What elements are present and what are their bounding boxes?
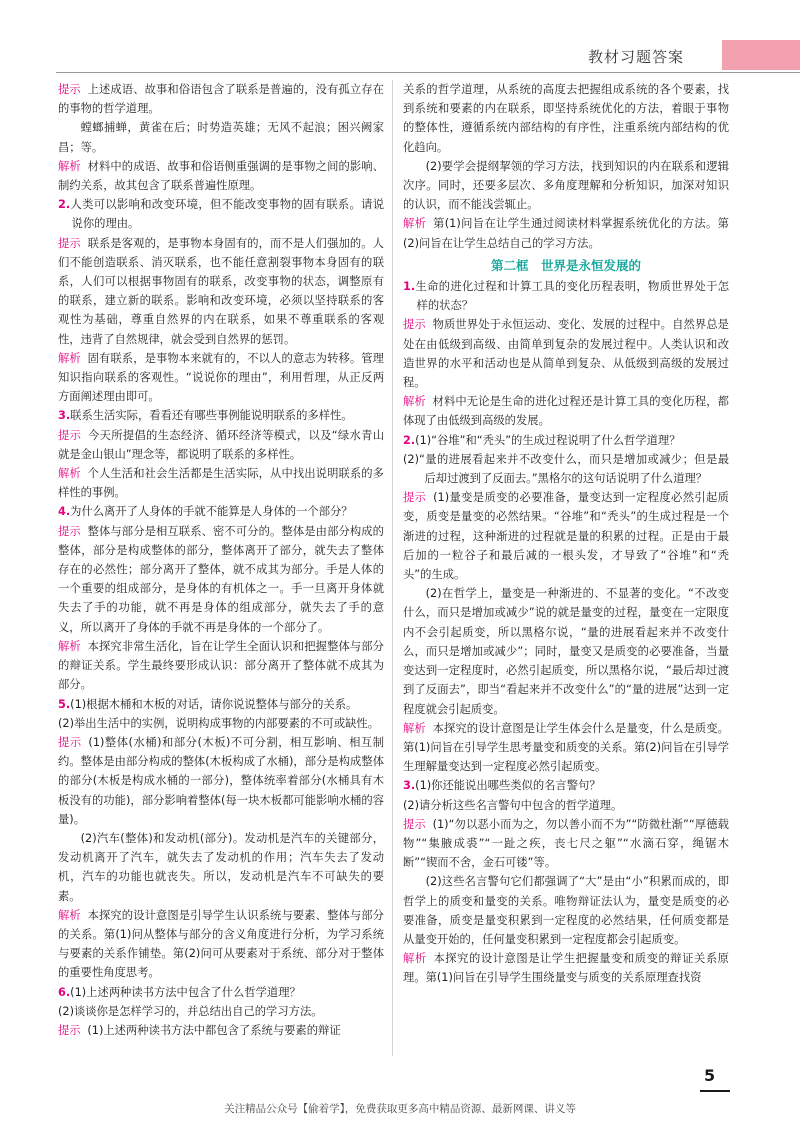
analysis-text: 本探究的设计意图是让学生体会什么是量变，什么是质变。第(1)问旨在引导学生思考量变和质变的关系。第(2)问旨在引导学生理解量变达到一定程度必然引起质变。 — [403, 721, 729, 774]
page-number: 5 — [704, 1066, 716, 1085]
column-divider — [392, 80, 393, 1056]
answer-text: 整体与部分是相互联系、密不可分的。整体是由部分构成的整体，部分是构成整体的部分，整体离开了部分，就失去了整体存在的必然性；部分离开了整体，就不成其为部分。手是人体的一个重要的组成部分，是身体的有机体之一。手一旦离开身体就失去了手的功能，就不再是身体的组成部分，就失去了手的意义，所以离开了身体的手就不再是身体的一个部分了。 — [58, 524, 384, 634]
analysis-label: 解析 — [58, 351, 81, 365]
paragraph — [58, 157, 384, 195]
header-rule — [56, 72, 800, 73]
paragraph — [403, 315, 729, 392]
question-text: 为什么离开了人身体的手就不能算是人身体的一个部分？ — [70, 505, 353, 519]
question-text: 联系生活实际，看看还有哪些事例能说明联系的多样性。 — [70, 409, 353, 423]
paragraph — [58, 234, 384, 349]
analysis-label: 解析 — [58, 639, 81, 653]
paragraph — [58, 522, 384, 637]
question-number: 2. — [58, 198, 71, 212]
answer-text: (1)“勿以恶小而为之，勿以善小而不为”“防微杜渐”“厚德载物”“集腋成裘”“一趾之疾，丧七尺之躯”“水滴石穿，绳锯木断”“锲而不舍，金石可镂”等。 — [403, 817, 729, 870]
paragraph — [403, 815, 729, 873]
header-accent-block — [722, 40, 800, 70]
question-text: (1)上述两种读书方法中包含了什么哲学道理？ — [70, 985, 301, 999]
question-text: (2)请分析这些名言警句中包含的哲学道理。 — [403, 798, 623, 812]
paragraph — [403, 719, 729, 777]
question — [58, 695, 384, 714]
question-number: 5. — [58, 697, 71, 711]
paragraph — [58, 464, 384, 502]
question-number: 3. — [403, 779, 416, 793]
hint-label: 提示 — [58, 236, 81, 250]
question-text: (1)“谷堆”和“秃头”的生成过程说明了什么哲学道理？ — [415, 433, 681, 447]
section-heading — [403, 256, 729, 275]
analysis-label: 解析 — [58, 908, 81, 922]
paragraph — [403, 488, 729, 584]
analysis-text: 材料中的成语、故事和俗语侧重强调的是事物之间的影响、制约关系，故其包含了联系普遍性原理。 — [58, 159, 384, 193]
paragraph — [58, 426, 384, 464]
answer-text: (2)在哲学上，量变是一种渐进的、不显著的变化。“不改变什么，而只是增加或减少”说的就是量变的过程，量变在一定限度内不会引起质变，所以黑格尔说，“量的进展看起来并不改变什么，而只是增加或减少”；同时，量变又是质变的必要准备，当量变达到一定程度时，必然引起质变，所以黑格尔说，“最后却过渡到了反面去”，即当“看起来并不改变什么”的“量的进展”达到一定程度就会引起质变。 — [403, 587, 729, 716]
answer-text: (1)上述两种读书方法中都包含了系统与要素的辩证 — [87, 1023, 341, 1037]
question-text: (2)谈谈你是怎样学习的，并总结出自己的学习方法。 — [58, 1004, 323, 1018]
analysis-text: 本探究非常生活化，旨在让学生全面认识和把握整体与部分的辩证关系。学生最终要形成认识：部分离开了整体就不成其为部分。 — [58, 639, 384, 692]
answer-text: (1)整体(水桶)和部分(木板)不可分割，相互影响、相互制约。整体是由部分构成的整体(木板构成了水桶)，部分是构成整体的部分(木板是构成水桶的一部分)，整体统率着部分(水桶具有木板没有的功能)，部分影响着整体(每一块木板都可能影响水桶的容量)。 — [58, 735, 384, 826]
answer-text: 螳螂捕蝉，黄雀在后；时势造英雄；无风不起浪；困兴阙家昌；等。 — [58, 121, 384, 154]
footer-note: 关注精品公众号【偷着学】，免费获取更多高中精品资源、最新网课、讲义等 — [224, 1103, 576, 1115]
paragraph — [58, 1021, 384, 1040]
question — [403, 776, 729, 795]
hint-label: 提示 — [58, 1023, 81, 1037]
paragraph — [58, 637, 384, 695]
question-text: 人类可以影响和改变环境，但不能改变事物的固有联系。请说说你的理由。 — [70, 198, 384, 231]
question-number: 3. — [58, 409, 71, 423]
question — [403, 431, 729, 450]
hint-label: 提示 — [403, 318, 426, 332]
answer-text: (2)这些名言警句它们都强调了“大”是由“小”积累而成的，即哲学上的质变和量变的关系。唯物辩证法认为，量变是质变的必要准备，质变是量变积累到一定程度的必然结果，任何质变都是从量变开始的，任何量变积累到一定程度都会引起质变。 — [403, 875, 729, 946]
question-text: (1)你还能说出哪些类似的名言警句？ — [415, 779, 601, 793]
hint-label: 提示 — [58, 524, 81, 538]
question — [58, 195, 384, 233]
analysis-label: 解析 — [58, 467, 81, 481]
paragraph — [403, 392, 729, 430]
analysis-label: 解析 — [403, 217, 427, 231]
question — [58, 983, 384, 1002]
paragraph — [403, 214, 729, 252]
analysis-text: 第(1)问旨在让学生通过阅读材料掌握系统优化的方法。第(2)问旨在让学生总结自己的学习方法。 — [403, 217, 729, 250]
hint-label: 提示 — [58, 735, 82, 749]
question-number: 2. — [403, 433, 416, 447]
hint-label: 提示 — [403, 491, 427, 505]
hint-label: 提示 — [58, 428, 82, 442]
question-number: 6. — [58, 985, 71, 999]
question-number: 4. — [58, 505, 71, 519]
page-number-underline — [700, 1090, 730, 1092]
analysis-text: 本探究的设计意图是让学生把握量变和质变的辩证关系原理。第(1)问旨在引导学生围绕量变与质变的关系原理查找资 — [403, 952, 729, 985]
answer-text: (2)汽车(整体)和发动机(部分)。发动机是汽车的关键部分，发动机离开了汽车，就失去了发动机的作用；汽车失去了发动机，汽车的功能也就丧失。所以，发动机是汽车不可缺失的要素。 — [58, 831, 384, 903]
question-number: 1. — [403, 280, 416, 294]
question-text: (2)举出生活中的实例，说明构成事物的内部要素的不可或缺性。 — [58, 716, 380, 730]
answer-text: 上述成语、故事和俗语包含了联系是普遍的，没有孤立存在的事物的哲学道理。 — [58, 83, 384, 116]
analysis-label: 解析 — [403, 395, 426, 409]
paragraph — [403, 949, 729, 987]
answer-text: 联系是客观的，是事物本身固有的，而不是人们强加的。人们不能创造联系、消灭联系，也不能任意割裂事物本身固有的联系，人们可以根据事物固有的联系，改变事物的状态，调整原有的联系，建立新的联系。影响和改变环境，必须以坚持联系的客观性为基础，尊重自然界的内在联系，如果不尊重联系的客观性，违背了自然规律，就会受到自然界的惩罚。 — [58, 236, 384, 346]
header-title: 教材习题答案 — [588, 48, 685, 66]
right-column — [403, 80, 729, 988]
analysis-label: 解析 — [403, 721, 426, 735]
question — [58, 502, 384, 521]
paragraph — [58, 906, 384, 983]
question — [58, 406, 384, 425]
answer-text: (2)要学会提纲挈领的学习方法，找到知识的内在联系和逻辑次序。同时，还要多层次、多角度理解和分析知识，加深对知识的认识，而不能浅尝辄止。 — [403, 159, 729, 212]
analysis-label: 解析 — [403, 952, 427, 966]
hint-label: 提示 — [403, 817, 426, 831]
answer-text: 关系的哲学道理，从系统的高度去把握组成系统的各个要素，找到系统和要素的内在联系，即坚持系统优化的方法，着眼于事物的整体性，遵循系统内部结构的有序性，注重系统内部结构的优化趋向。 — [403, 83, 729, 154]
left-column — [58, 80, 384, 1040]
section-number: 第二框 — [490, 257, 529, 273]
answer-text: (1)量变是质变的必要准备，量变达到一定程度必然引起质变，质变是量变的必然结果。“谷堆”和“秃头”的生成过程是一个渐进的过程，这种渐进的过程就是量的积累的过程。正是由于最后加的一粒谷子和最后减的一根头发，才导致了“谷堆”和“秃头”的生成。 — [403, 491, 729, 582]
paragraph — [58, 349, 384, 407]
analysis-text: 本探究的设计意图是引导学生认识系统与要素、整体与部分的关系。第(1)问从整体与部分的含义角度进行分析，为学习系统与要素的关系作铺垫。第(2)问可从要素对于系统、部分对于整体的重要性角度思考。 — [58, 908, 384, 980]
question-text: (2)“量的进展看起来并不改变什么，而只是增加或减少；但是最后却过渡到了反面去。”黑格尔的这句话说明了什么道理？ — [403, 452, 729, 486]
question-text: (1)根据木桶和木板的对话，请你说说整体与部分的关系。 — [70, 697, 358, 711]
analysis-text: 材料中无论是生命的进化过程还是计算工具的变化历程，都体现了由低级到高级的发展。 — [403, 395, 729, 428]
paragraph — [58, 80, 384, 118]
answer-text: 今天所提倡的生态经济、循环经济等模式，以及“绿水青山就是金山银山”理念等，都说明了联系的多样性。 — [58, 428, 384, 461]
question-text: 生命的进化过程和计算工具的变化历程表明，物质世界处于怎样的状态？ — [415, 280, 729, 313]
question — [403, 277, 729, 315]
answer-text: 物质世界处于永恒运动、变化、发展的过程中。自然界总是处在由低级到高级、由简单到复杂的发展过程中。人类认识和改造世界的水平和活动也是从简单到复杂、从低级到高级的发展过程。 — [403, 318, 729, 390]
analysis-label: 解析 — [58, 159, 81, 173]
hint-label: 提示 — [58, 83, 81, 96]
analysis-text: 个人生活和社会生活都是生活实际，从中找出说明联系的多样性的事例。 — [58, 467, 384, 500]
paragraph — [58, 733, 384, 829]
analysis-text: 固有联系，是事物本来就有的，不以人的意志为转移。管理知识指向联系的客观性。“说说你的理由”，利用哲理，从正反两方面阐述理由即可。 — [58, 351, 384, 404]
section-title: 世界是永恒发展的 — [541, 257, 642, 273]
